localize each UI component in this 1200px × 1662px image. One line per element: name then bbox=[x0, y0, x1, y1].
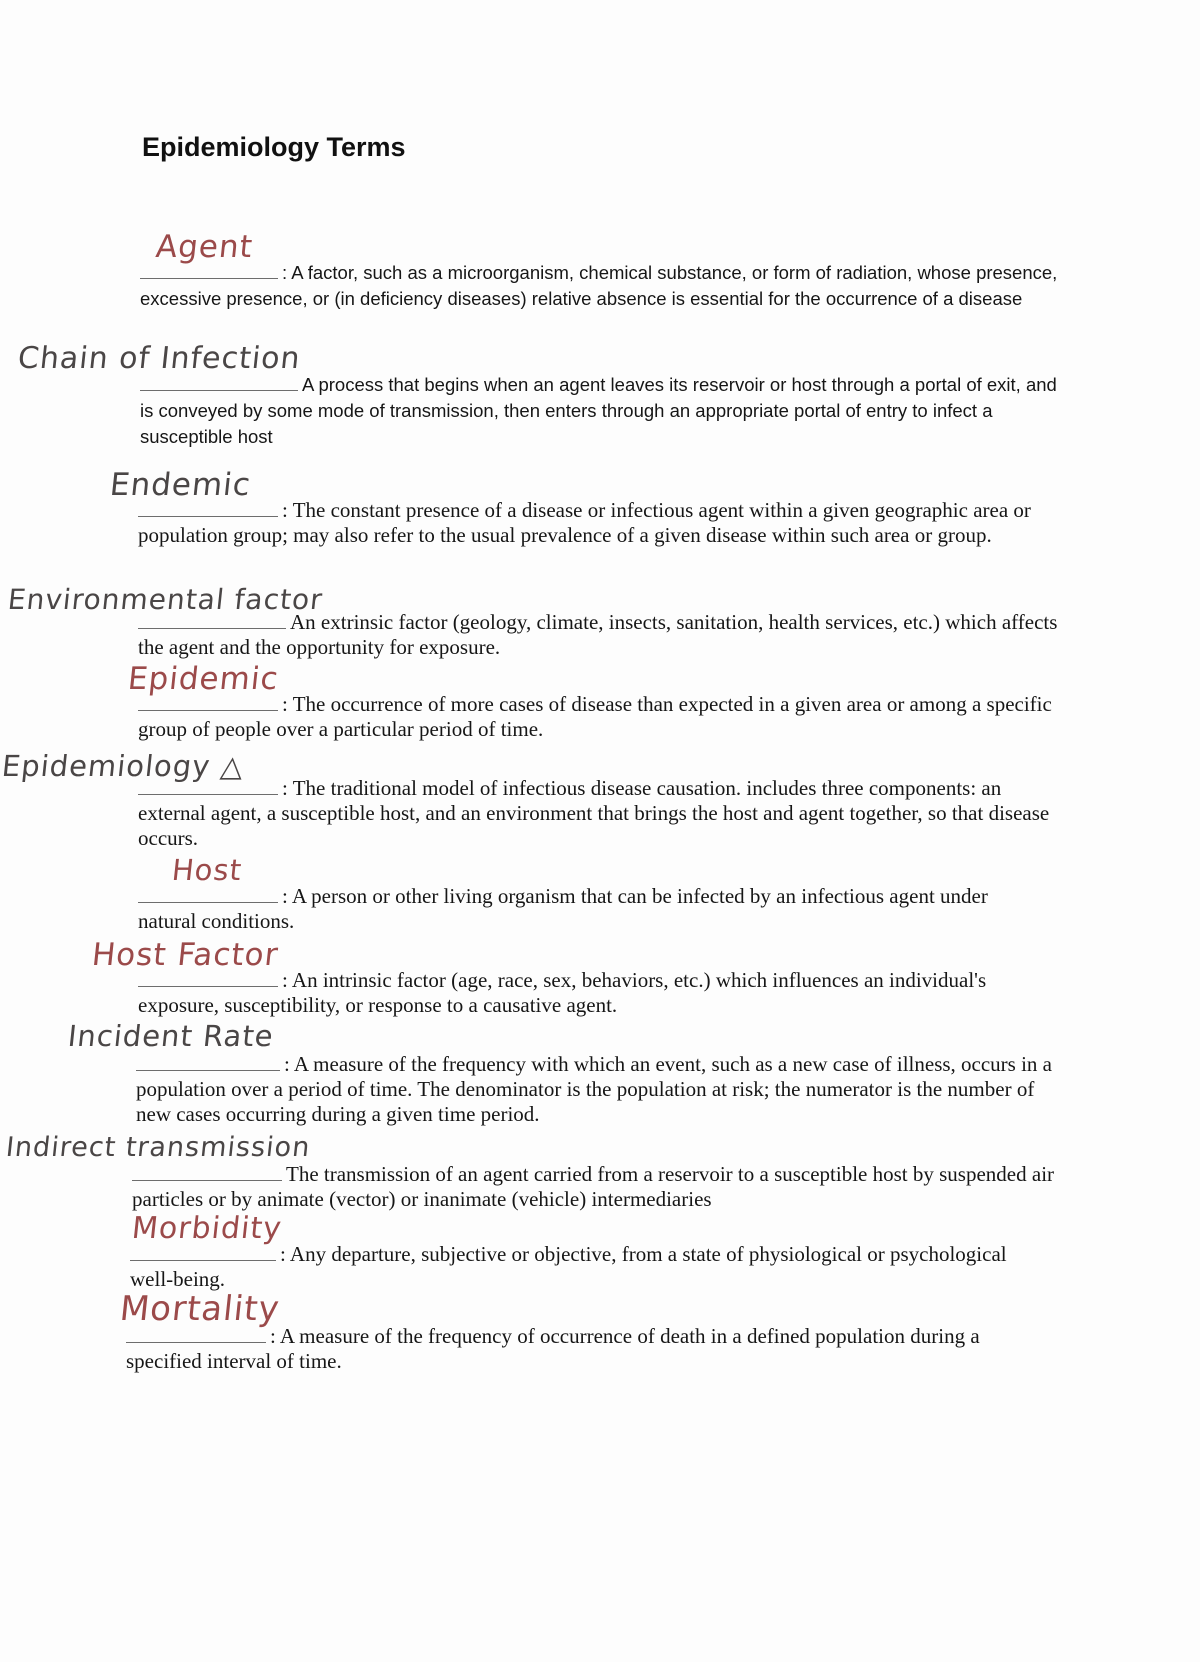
term-entry-morbidity bbox=[130, 1240, 1010, 1292]
term-definition: A process that begins when an agent leaves its reservoir or host through a portal of exit, and is conveyed by some mode of transmission, then enters through an appropriate portal of entry to infect a susceptible host bbox=[140, 374, 1057, 447]
handwritten-answer-environmental-factor: Environmental factor bbox=[6, 583, 325, 616]
handwritten-answer-endemic: Endemic bbox=[108, 467, 253, 503]
handwritten-answer-incident-rate: Incident Rate bbox=[66, 1019, 276, 1053]
term-definition: : A person or other living organism that can be infected by an infectious agent under natural conditions. bbox=[138, 884, 988, 933]
term-entry-mortality bbox=[126, 1322, 1026, 1374]
term-definition: : A measure of the frequency of occurrence of death in a defined population during a specified interval of time. bbox=[126, 1324, 980, 1373]
page-title: Epidemiology Terms bbox=[142, 132, 406, 162]
term-definition: : The traditional model of infectious disease causation. includes three components: an external agent, a susceptible host, and an environment that brings the host and agent together, so that disease occurs. bbox=[138, 776, 1050, 850]
handwritten-answer-mortality: Mortality bbox=[117, 1289, 282, 1329]
term-entry-host bbox=[138, 882, 1038, 934]
term-definition: : An intrinsic factor (age, race, sex, behaviors, etc.) which influences an individual's exposure, susceptibility, or response to a causative agent. bbox=[138, 968, 987, 1017]
term-definition: : Any departure, subjective or objective, from a state of physiological or psychological well-being. bbox=[130, 1242, 1007, 1291]
term-definition: The transmission of an agent carried from a reservoir to a susceptible host by suspended air particles or by animate (vector) or inanimate (vehicle) intermediaries bbox=[132, 1162, 1055, 1211]
term-entry-chain-of-infection bbox=[140, 370, 1060, 450]
answer-blank bbox=[132, 1160, 282, 1181]
term-entry-endemic bbox=[138, 496, 1063, 548]
term-entry-epidemiology-triangle bbox=[138, 774, 1058, 851]
answer-blank bbox=[136, 1050, 280, 1071]
handwritten-answer-epidemic: Epidemic bbox=[126, 661, 281, 697]
term-entry-indirect-transmission bbox=[132, 1160, 1062, 1212]
term-definition: : The occurrence of more cases of disease than expected in a given area or among a specific group of people over a particular period of time. bbox=[138, 692, 1052, 741]
handwritten-answer-epidemiology-triangle: Epidemiology △ bbox=[0, 749, 246, 783]
handwritten-answer-morbidity: Morbidity bbox=[130, 1211, 284, 1246]
handwritten-answer-chain-of-infection: Chain of Infection bbox=[16, 341, 303, 376]
term-definition: : A measure of the frequency with which an event, such as a new case of illness, occurs in a population over a period of time. The denominator is the population at risk; the numerator is the number of new cases occurring during a given time period. bbox=[136, 1052, 1052, 1126]
term-definition: : A factor, such as a microorganism, chemical substance, or form of radiation, whose presence, excessive presence, or (in deficiency diseases) relative absence is essential for the occurrence of a disease bbox=[140, 262, 1058, 309]
handwritten-answer-agent: Agent bbox=[154, 229, 255, 265]
term-definition: : The constant presence of a disease or infectious agent within a given geographic area or population group; may also refer to the usual prevalence of a given disease within such area or group. bbox=[138, 498, 1031, 547]
handwritten-answer-indirect-transmission: Indirect transmission bbox=[4, 1132, 312, 1163]
term-entry-agent bbox=[140, 258, 1060, 312]
handwritten-answer-host-factor: Host Factor bbox=[90, 937, 281, 973]
term-entry-incident-rate bbox=[136, 1050, 1061, 1127]
handwritten-answer-host: Host bbox=[170, 853, 244, 887]
term-definition: An extrinsic factor (geology, climate, insects, sanitation, health services, etc.) which affects the agent and the opportunity for exposure. bbox=[138, 610, 1058, 659]
term-entry-host-factor bbox=[138, 966, 988, 1018]
term-entry-epidemic bbox=[138, 690, 1063, 742]
